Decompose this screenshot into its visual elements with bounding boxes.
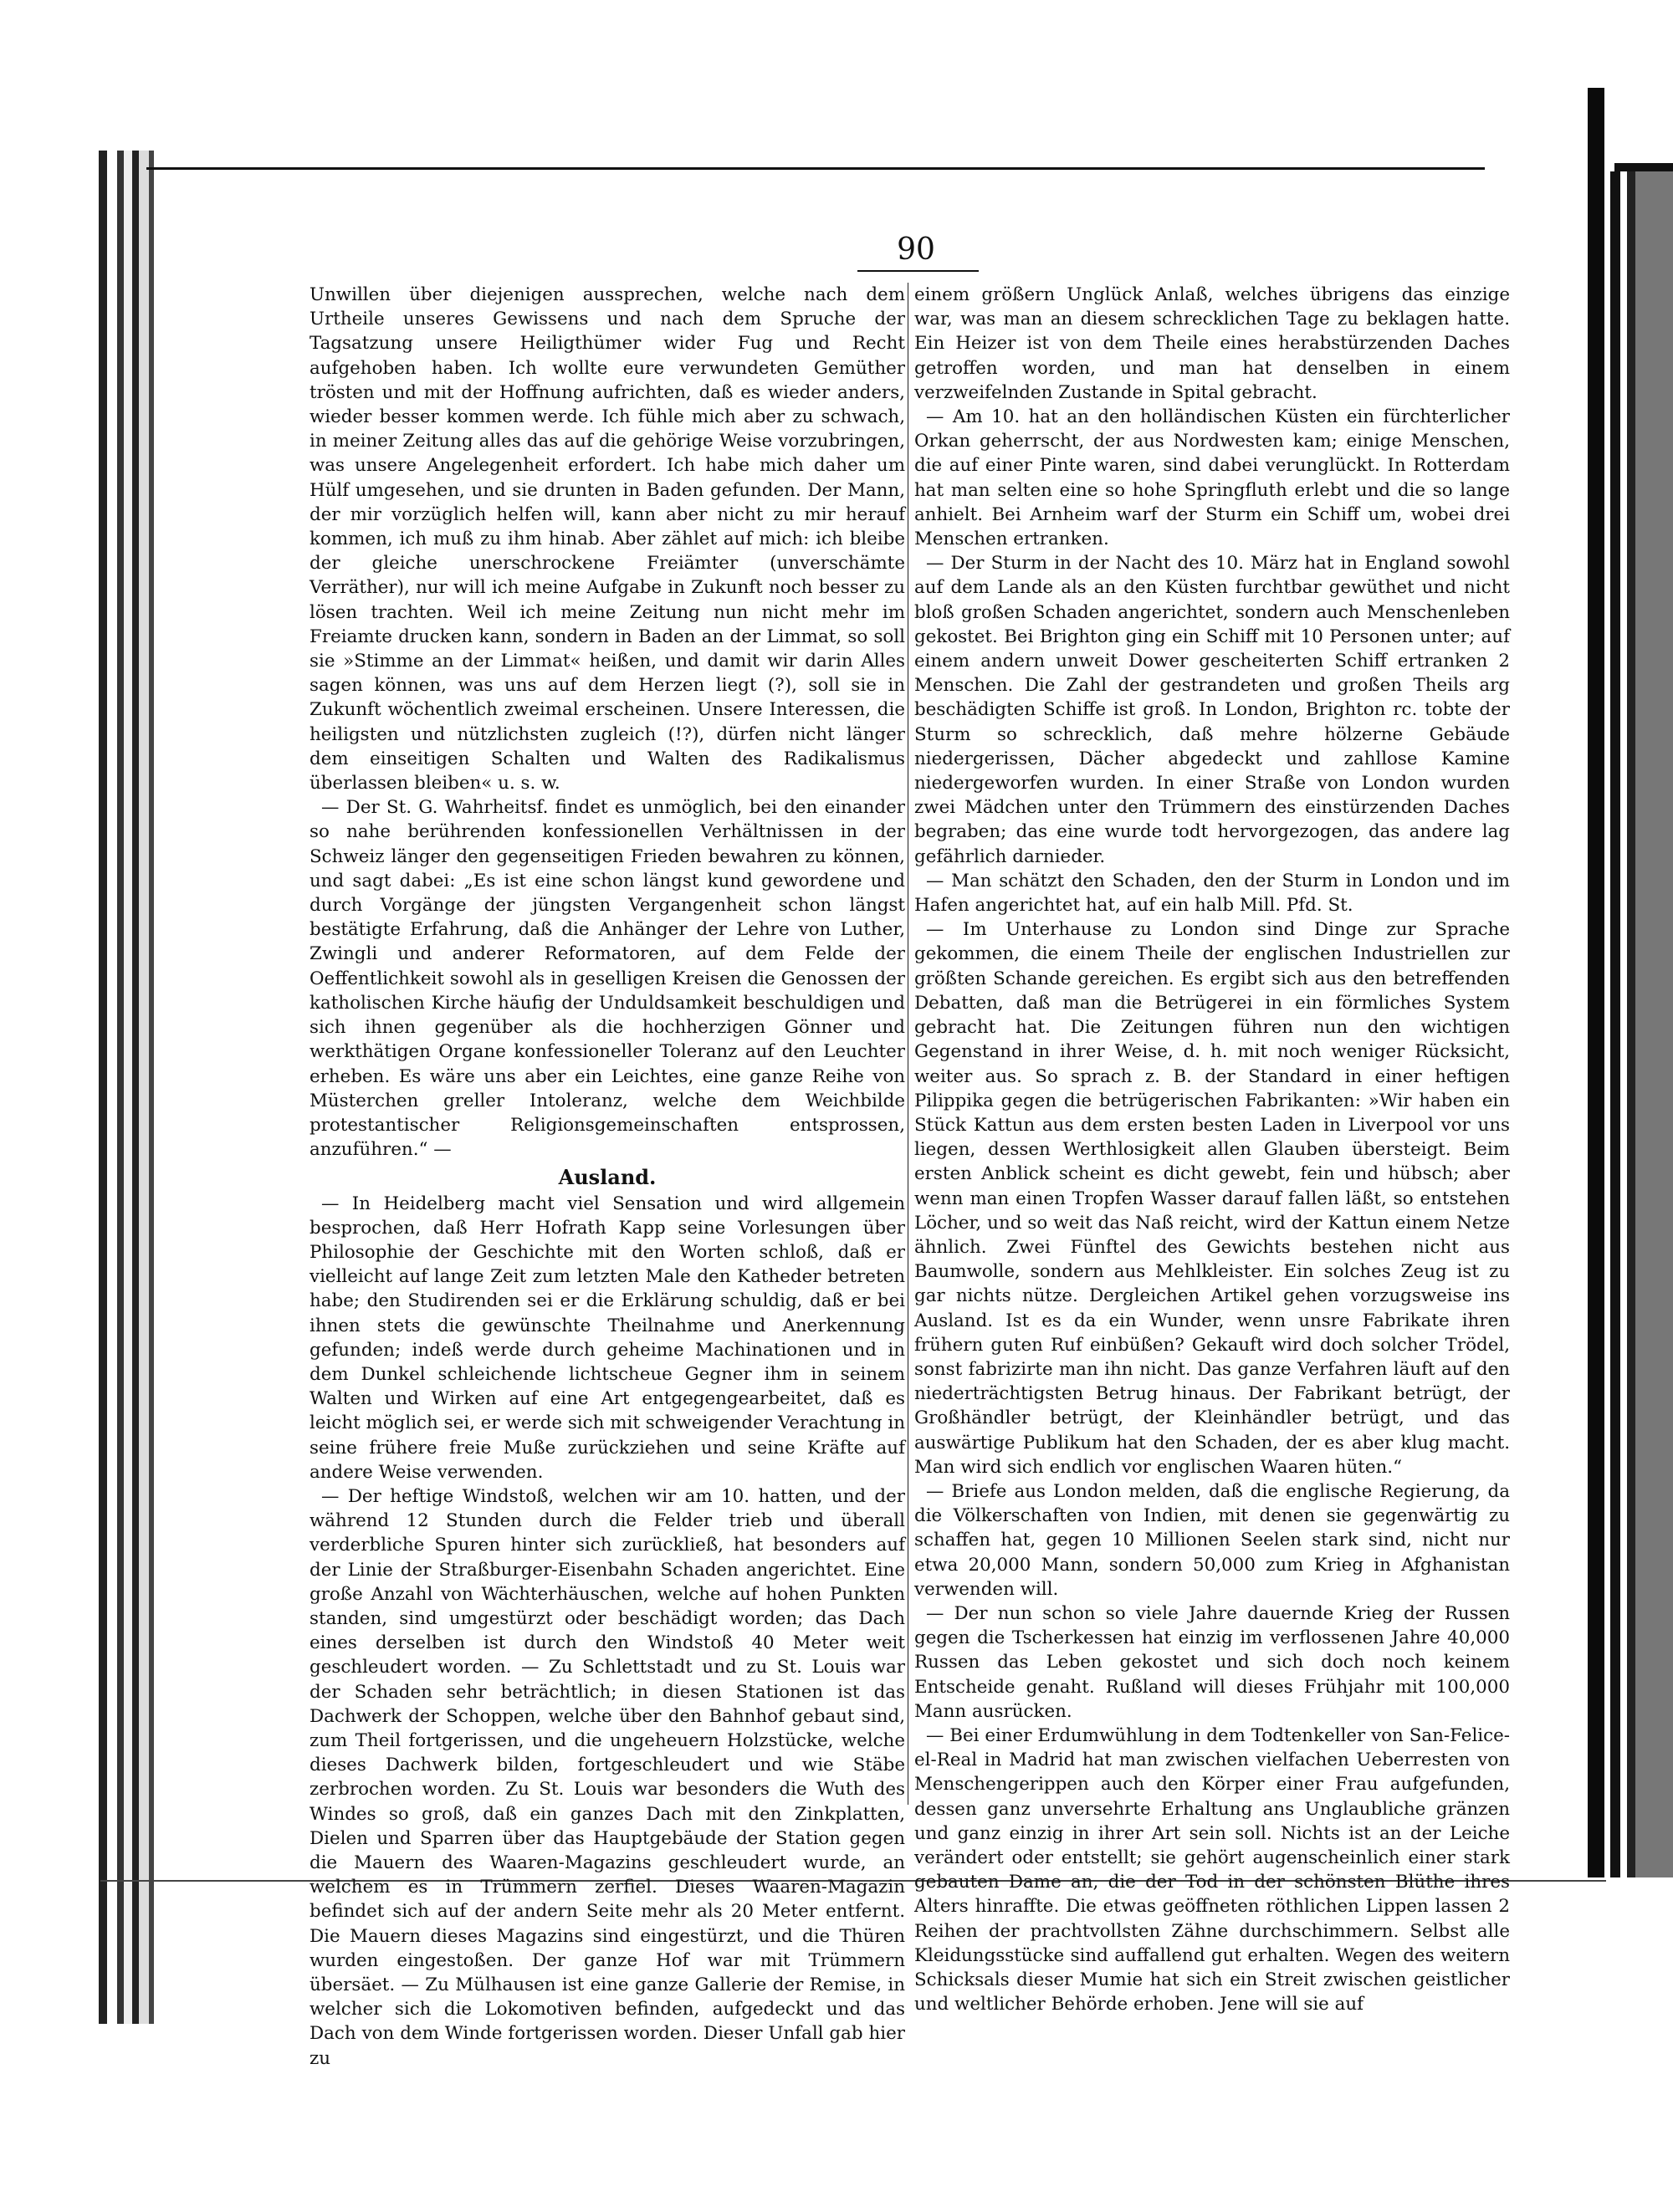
paragraph: — Man schätzt den Schaden, den der Sturm in London und im Hafen angerichtet hat, auf ein halb Mill. Pfd. St. <box>914 870 1510 917</box>
scan-binding-bar-right <box>1588 88 1604 1877</box>
paragraph: — Der nun schon so viele Jahre dauernde Krieg der Russen gegen die Tscherkessen hat einzig im verflossenen Jahre 40,000 Russen das Leben gekostet und sich doch noch keinem Entscheide genaht. Rußland will dieses Frühjahr mit 100,000 Mann ausrücken. <box>914 1602 1510 1722</box>
section-heading-ausland: Ausland. <box>558 1165 657 1190</box>
paragraph: — Der St. G. Wahrheitsf. findet es unmöglich, bei den einander so nahe berührenden konfessionellen Verhältnissen in der Schweiz länger den gegenseitigen Frieden bewahren zu können, und sagt dabei: „Es ist eine schon längst kund gewordene und durch Vorgänge der jüngsten Vergangenheit schon längst bestätigte Erfahrung, daß die Anhänger der Lehre von Luther, Zwingli und anderer Reformatoren, auf dem Felde der Oeffentlichkeit sowohl als in geselligen Kreisen die Genossen der katholischen Kirche häufig der Unduldsamkeit beschuldigen und sich ihnen gegenüber als die hochherzigen Gönner und werkthätigen Organe konfessioneller Toleranz auf den Leuchter erheben. Es wäre uns aber ein Leichtes, eine ganze Reihe von Müsterchen greller Intoleranz, welche dem Weichbilde protestantischer Religionsgemeinschaften entsprossen, anzuführen.“ — <box>310 797 905 1161</box>
paragraph: einem größern Unglück Anlaß, welches übrigens das einzige war, was man an diesem schrecklichen Tage zu beklagen hatte. Ein Heizer ist von dem Theile eines herabstürzenden Daches getroffen worden, und man hat denselben in einem verzweifelnden Zustande in Spital gebracht. <box>914 284 1510 403</box>
paragraph: Unwillen über diejenigen aussprechen, welche nach dem Urtheile unseres Gewissens und nach dem Spruche der Tagsatzung unsere Heiligthümer wider Fug und Recht aufgehoben haben. Ich wollte eure verwundeten Gemüther trösten und mit der Hoffnung aufrichten, daß es wieder anders, wieder besser kommen werde. Ich fühle mich aber zu schwach, in meiner Zeitung alles das auf die gehörige Weise vorzubringen, was unsere Angelegenheit erfordert. Ich habe mich daher um Hülf umgesehen, und sie drunten in Baden gefunden. Der Mann, der mir vorzüglich helfen will, kann aber nicht zu mir herauf kommen, ich muß zu ihm hinab. Aber zählet auf mich: ich bleibe der gleiche unerschrockene Freiämter (unverschämte Verräther), nur will ich meine Aufgabe in Zukunft noch besser zu lösen trachten. Weil ich meine Zeitung nun nicht mehr im Freiamte drucken kann, sondern in Baden an der Limmat, so soll sie »Stimme an der Limmat« heißen, und damit wir darin Alles sagen können, was uns auf dem Herzen liegt (?), soll sie in Zukunft wöchentlich zweimal erscheinen. Unsere Interessen, die heiligsten und nützlichsten zugleich (!?), dürfen nicht länger dem einseitigen Schalten und Walten des Radikalismus überlassen bleiben« u. s. w. <box>310 284 905 794</box>
page-number-rule <box>857 270 979 272</box>
left-column <box>310 283 905 2071</box>
right-column <box>914 283 1510 2016</box>
scan-binding-edge-left <box>99 151 178 2024</box>
paragraph: — Der heftige Windstoß, welchen wir am 10. hatten, und der während 12 Stunden durch die Felder trieb und überall verderbliche Spuren hinter sich zurückließ, hat besonders auf der Linie der Straßburger-Eisenbahn Schaden angerichtet. Eine große Anzahl von Wächterhäuschen, welche auf hohen Punkten standen, sind umgestürzt oder beschädigt worden; das Dach eines derselben ist durch den Windstoß 40 Meter weit geschleudert worden. — Zu Schlettstadt und zu St. Louis war der Schaden sehr beträchtlich; in diesen Stationen ist das Dachwerk der Schoppen, welche über den Bahnhof gebaut sind, zum Theil fortgerissen, und die ungeheuern Holzstücke, welche dieses Dachwerk bilden, fortgeschleudert und wie Stäbe zerbrochen worden. Zu St. Louis war besonders die Wuth des Windes so groß, daß ein ganzes Dach mit den Zinkplatten, Dielen und Sparren über das Hauptgebäude der Station gegen die Mauern des Waaren-Magazins geschleudert wurde, an welchem es in Trümmern zerfiel. Dieses Waaren-Magazin befindet sich auf der andern Seite mehr als 20 Meter entfernt. Die Mauern dieses Magazins sind eingestürzt, und die Thüren wurden eingestoßen. Der ganze Hof war mit Trümmern übersäet. — Zu Mülhausen ist eine ganze Gallerie der Remise, in welcher sich die Lokomotiven befinden, aufgedeckt und das Dach von dem Winde fortgerissen worden. Dieser Unfall gab hier zu <box>310 1485 905 2069</box>
paragraph: — Am 10. hat an den holländischen Küsten ein fürchterlicher Orkan geherrscht, der aus Nordwesten kam; einige Menschen, die auf einer Pinte waren, sind dabei verunglückt. In Rotterdam hat man selten eine so hohe Springfluth erlebt und die so lange anhielt. Bei Arnheim warf der Sturm ein Schiff um, wobei drei Menschen ertranken. <box>914 406 1510 550</box>
paragraph: — Im Unterhause zu London sind Dinge zur Sprache gekommen, die einem Theile der englischen Industriellen zur größten Schande gereichen. Es ergibt sich aus den betreffenden Debatten, daß man die Betrügerei in ein förmliches System gebracht hat. Die Zeitungen führen nun den wichtigen Gegenstand in ihrer Weise, d. h. mit noch weniger Rücksicht, weiter aus. So sprach z. B. der Standard in einer heftigen Pilippika gegen die betrügerischen Fabrikanten: »Wir haben ein Stück Kattun aus dem ersten besten Laden in Liverpool vor uns liegen, dessen Werthlosigkeit allen Glauben übersteigt. Beim ersten Anblick scheint es dicht gewebt, fein und hübsch; aber wenn man einen Tropfen Wasser darauf fallen läßt, so entstehen Löcher, und so weit das Naß reicht, wird der Kattun einem Netze ähnlich. Zwei Fünftel des Gewichts bestehen nicht aus Baumwolle, sondern aus Mehlkleister. Ein solches Zeug ist zu gar nichts nütze. Dergleichen Artikel gehen vorzugsweise ins Ausland. Ist es da ein Wunder, wenn unsre Fabrikate ihren frühern guten Ruf einbüßen? Gekauft wird doch solcher Trödel, sonst fabrizirte man ihn nicht. Das ganze Verfahren läuft auf den niederträchtigsten Betrug hinaus. Der Fabrikant betrügt, der Großhändler betrügt, der Kleinhändler betrügt, und das auswärtige Publikum hat den Schaden, der es aber klug macht. Man wird sich endlich vor englischen Waaren hüten.“ <box>914 919 1510 1478</box>
page-number: 90 <box>897 232 935 267</box>
paragraph: — Bei einer Erdumwühlung in dem Todtenkeller von San-Felice-el-Real in Madrid hat man zwischen vielfachen Ueberresten von Menschengerippen auch den Körper einer Frau aufgefunden, dessen ganz unversehrte Erhaltung ans Unglaubliche gränzen und ganz einzig in ihrer Art sein soll. Nichts ist an der Leiche verändert oder entstellt; sie gehört augenscheinlich einer stark gebauten Dame an, die der Tod in der schönsten Blüthe ihres Alters hinraffte. Die etwas geöffneten röthlichen Lippen lassen 2 Reihen der prachtvollsten Zähne durchschimmern. Selbst alle Kleidungsstücke sind auffallend gut erhalten. Wegen des weitern Schicksals dieser Mumie hat sich ein Streit zwischen geistlicher und weltlicher Behörde erhoben. Jene will sie auf <box>914 1724 1510 2015</box>
paragraph: — In Heidelberg macht viel Sensation und wird allgemein besprochen, daß Herr Hofrath Kapp seine Vorlesungen über Philosophie der Geschichte mit den Worten schloß, daß er vielleicht auf lange Zeit zum letzten Male den Katheder betreten habe; den Studirenden sei er die Erklärung schuldig, daß er bei ihnen stets die gewünschte Theilnahme und Anerkennung gefunden; indeß werde durch geheime Machinationen und in dem Dunkel schleichende lichtscheue Gegner ihm in seinem Walten und Wirken auf eine Art entgegengearbeitet, daß es leicht möglich sei, er werde sich mit schweigender Verachtung in seine frühere freie Muße zurückziehen und seine Kräfte auf andere Weise verwenden. <box>310 1193 905 1483</box>
scan-binding-edge-right <box>1610 171 1673 1877</box>
paragraph: — Der Sturm in der Nacht des 10. März hat in England sowohl auf dem Lande als an den Küsten furchtbar gewüthet und nicht bloß großen Schaden angerichtet, sondern auch Menschenleben gekostet. Bei Brighton ging ein Schiff mit 10 Personen unter; auf einem andern unweit Dower gescheiterten Schiff ertranken 2 Menschen. Die Zahl der gestrandeten und großen Theils arg beschädigten Schiffe ist groß. In London, Brighton rc. tobte der Sturm so schrecklich, daß mehre hölzerne Gebäude niedergerissen, Dächer abgedeckt und zahllose Kamine niedergeworfen wurden. In einer Straße von London wurden zwei Mädchen unter den Trümmern des einstürzenden Daches begraben; das eine wurde todt hervorgezogen, das andere lag gefährlich darnieder. <box>914 553 1510 867</box>
scan-top-rule <box>146 167 1485 170</box>
paragraph: — Briefe aus London melden, daß die englische Regierung, da die Völkerschaften von Indien, mit denen sie gegenwärtig zu schaffen hat, gegen 10 Millionen Seelen stark sind, nicht nur etwa 20,000 Mann, sondern 50,000 zum Krieg in Afghanistan verwenden will. <box>914 1480 1510 1600</box>
